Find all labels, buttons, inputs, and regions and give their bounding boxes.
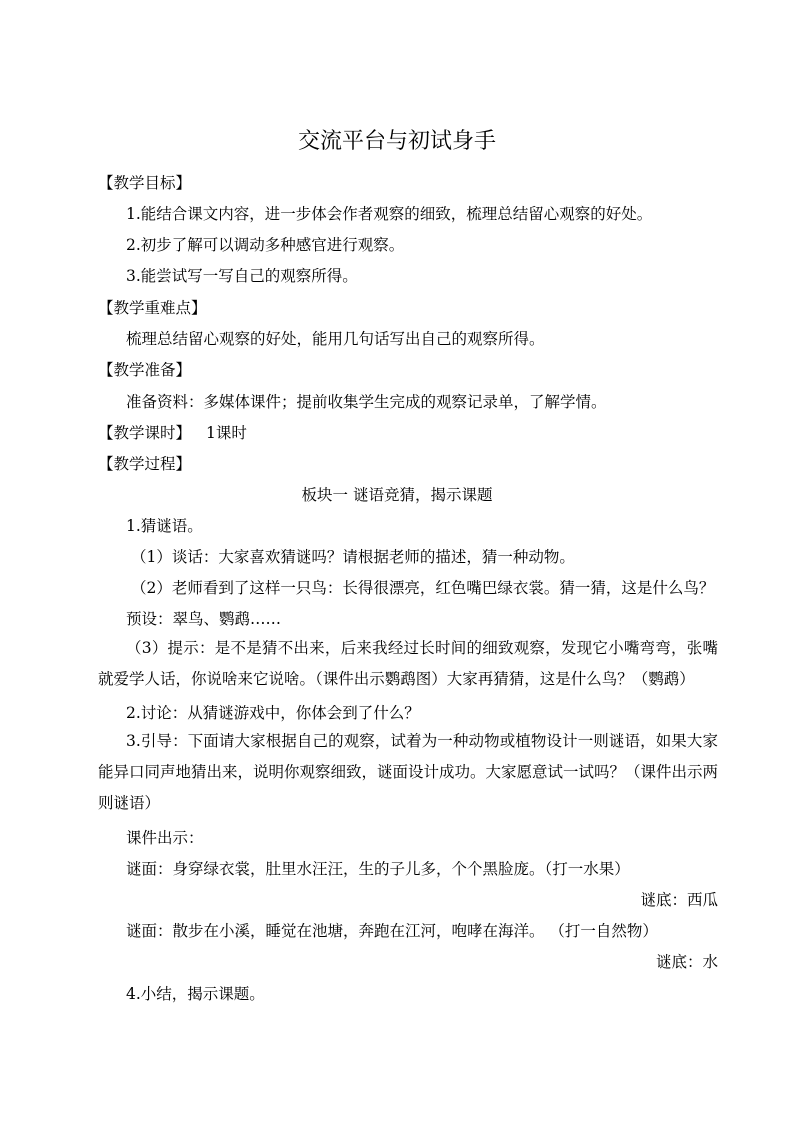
goal-item-1: 1.能结合课文内容，进一步体会作者观察的细致，梳理总结留心观察的好处。 [126,205,653,223]
goal-item-3: 3.能尝试写一写自己的观察所得。 [126,267,358,285]
step-3: 3.引导：下面请大家根据自己的观察，试着为一种动物或植物设计一则谜语，如果大家能异口同声地猜出来，说明你观察细致，谜面设计成功。大家愿意试一试吗？（课件出示两则谜语） [98,732,719,812]
goal-item-2: 2.初步了解可以调动多种感官进行观察。 [126,236,405,254]
step-1-sub-1: （1）谈话：大家喜欢猜谜吗？请根据老师的描述，猜一种动物。 [131,548,575,566]
step-1: 1.猜谜语。 [126,517,203,535]
step-4: 4.小结，揭示课题。 [126,985,265,1003]
step-1-sub-2: （2）老师看到了这样一只鸟：长得很漂亮，红色嘴巴绿衣裳。猜一猜，这是什么鸟？ [131,579,715,597]
answer-2: 谜底：水 [655,953,718,971]
block-title: 板块一 谜语竞猜，揭示课题 [301,486,493,504]
courseware-label: 课件出示： [126,829,204,847]
answer-1: 谜底：西瓜 [640,891,718,909]
preset-answer: 预设：翠鸟、鹦鹉…… [126,610,282,628]
step-2: 2.讨论：从猜谜游戏中，你体会到了什么？ [126,704,420,722]
riddle-2: 谜面：散步在小溪，睡觉在池塘，奔跑在江河，咆哮在海洋。 （打一自然物） [126,922,658,940]
riddle-1: 谜面：身穿绿衣裳，肚里水汪汪，生的子儿多，个个黑脸庞。（打一水果） [126,860,630,878]
class-hours-value: 1课时 [206,424,247,442]
process-heading: 【教学过程】 [98,455,192,473]
step-1-sub-3: （3）提示：是不是猜不出来，后来我经过长时间的细致观察，发现它小嘴弯弯，张嘴就爱学人话，你说啥来它说啥。（课件出示鹦鹉图）大家再猜猜，这是什么鸟？（鹦鹉） [98,639,718,688]
goals-heading: 【教学目标】 [98,174,192,192]
preparation-heading: 【教学准备】 [98,361,192,379]
class-hours-heading: 【教学课时】 [98,424,192,442]
preparation-text: 准备资料：多媒体课件；提前收集学生完成的观察记录单，了解学情。 [126,393,607,411]
page-title: 交流平台与初试身手 [297,129,496,154]
key-points-text: 梳理总结留心观察的好处，能用几句话写出自己的观察所得。 [126,330,545,348]
key-points-heading: 【教学重难点】 [98,299,207,317]
